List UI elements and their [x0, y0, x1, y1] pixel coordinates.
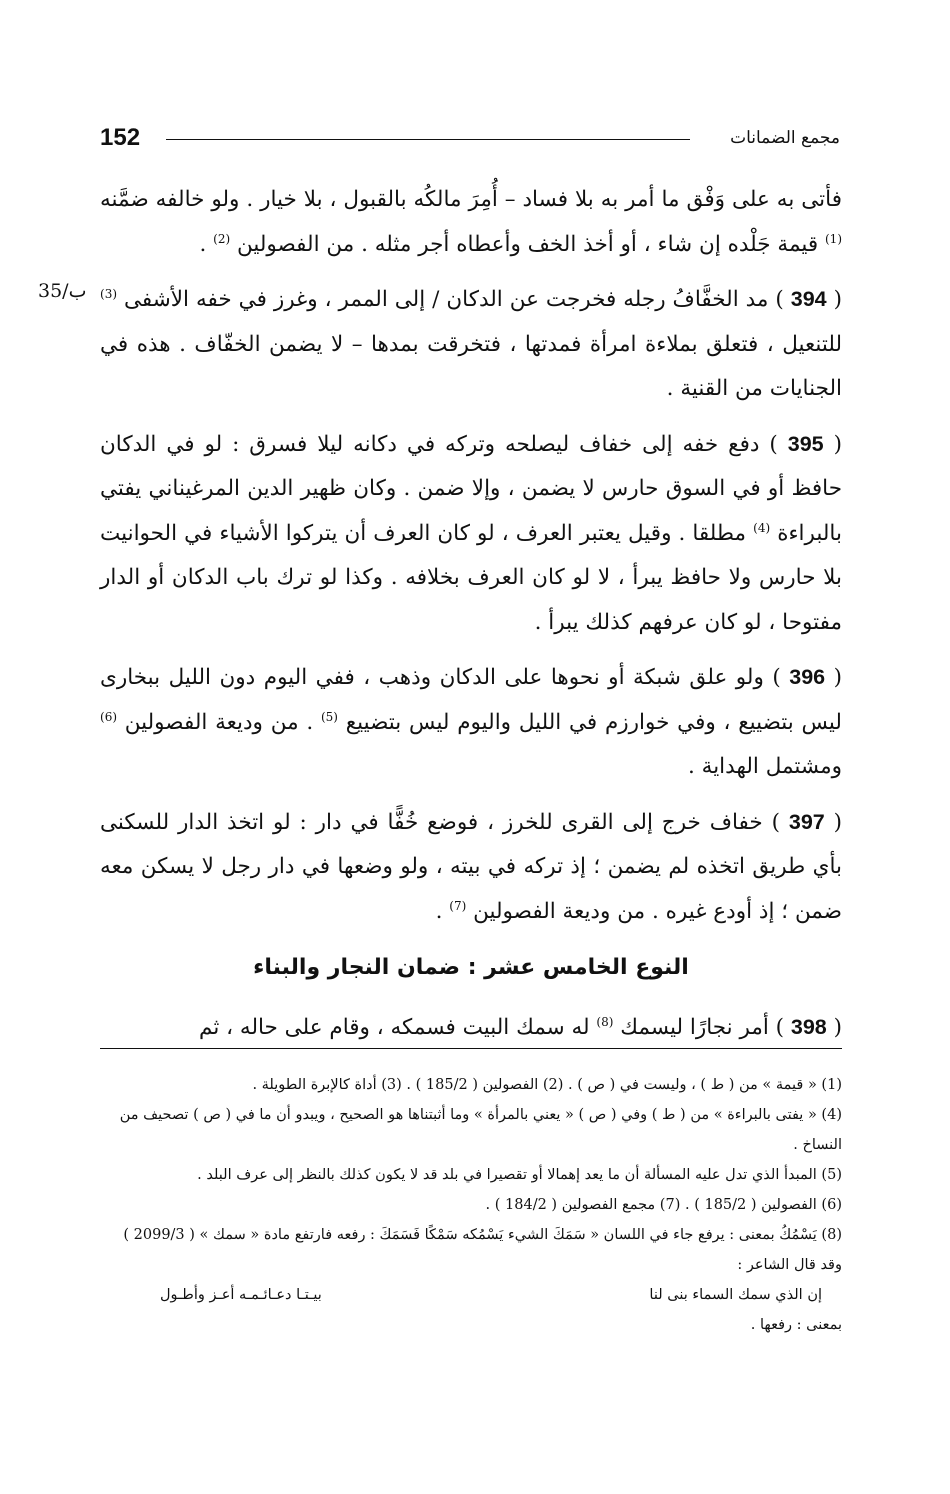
paragraph-continued: فأتى به على وَفْق ما أمر به بلا فساد – أُمِرَ مالكُه بالقبول ، بلا خيار . ولو خالفه ضمَّنه $^{(1)}$ قيمة جَلْده إن شاء ، أو أخذ الخف وأعطاه أجر مثله . من الفصولين $^{(2)}$ . [100, 187, 842, 257]
issue-number: 397 [788, 809, 825, 834]
issue-number: 395 [787, 431, 824, 456]
section-title: النوع الخامس عشر : ضمان النجار والبناء [253, 955, 689, 980]
page-header [100, 124, 840, 158]
footnote-separator [100, 1048, 842, 1049]
footnote-ref: (1) [824, 231, 842, 246]
footnote-ref: (4) [753, 520, 771, 535]
footnote-line: (6) الفصولين ( 185/2 ) . (7) مجمع الفصولين ( 184/2 ) . [485, 1197, 842, 1213]
footnote-ref: (8) [596, 1014, 614, 1029]
header-rule [166, 139, 690, 140]
paragraph-394: ( 394 ) مد الخفَّافُ رجله فخرجت عن الدكان / إلى الممر ، وغرز في خفه الأشفى $^{(3)}$ للتنعيل ، فتعلق بملاءة امرأة فمدتها ، فتخرقت بمدها – لا يضمن الخفّاف . هذه في الجنايات من القنية . [100, 286, 842, 401]
main-text [100, 178, 842, 1060]
verse-second-hemistich: بيـتـا دعـائـمـه أعـز وأطـول [160, 1287, 322, 1303]
footnote-ref: (3) [100, 286, 118, 301]
paragraph-397: ( 397 ) خفاف خرج إلى القرى للخرز ، فوضع خُفًّا في دار : لو اتخذ الدار للسكنى بأي طريق اتخذه لم يضمن ؛ إذ تركه في بيته ، ولو وضعها في دار رجل لا يسكن معه ضمن ؛ إذ أودع غيره . من وديعة الفصولين $^{(7)}$ . [100, 809, 842, 924]
footnote-ref: (5) [320, 709, 338, 724]
book-title: مجمع الضمانات [730, 128, 840, 148]
footnote-line: (8) يَسْمُكُ بمعنى : يرفع جاء في اللسان « سَمَكَ الشيء يَسْمُكه سَمْكًا فَسَمَكَ : رفعه فارتفع مادة « سمك » ( 2099/3 ) وقد قال الشاعر : [123, 1227, 842, 1273]
footnotes [100, 1070, 842, 1340]
issue-number: 394 [790, 287, 827, 311]
footnote-line: (5) المبدأ الذي تدل عليه المسألة أن ما يعد إهمالا أو تقصيرا في بلد قد لا يكون كذلك بالنظر إلى عرف البلد . [197, 1167, 842, 1183]
footnote-ref: (6) [100, 709, 118, 724]
manuscript-folio-note: 35/ب [38, 280, 87, 302]
footnote-line: بمعنى : رفعها . [750, 1317, 842, 1333]
paragraph-395: ( 395 ) دفع خفه إلى خفاف ليصلحه وتركه في دكانه ليلا فسرق : لو في الدكان حافظ أو في السوق حارس لا يضمن ، وإلا ضمن . وكان ظهير الدين المرغيناني يفتي بالبراءة $^{(4)}$ مطلقا . وقيل يعتبر العرف ، لو كان العرف أن يتركوا الأشياء في الحوانيت بلا حارس ولا حافظ يبرأ ، لا لو كان العرف بخلافه . وكذا لو ترك باب الدكان أو الدار مفتوحا ، لو كان عرفهم كذلك يبرأ . [100, 431, 842, 635]
issue-number: 396 [789, 665, 826, 689]
page-number: 152 [100, 124, 141, 151]
verse-first-hemistich: إن الذي سمك السماء بنى لنا [649, 1287, 822, 1303]
issue-number: 398 [790, 1014, 827, 1039]
footnote-ref: (2) [213, 231, 231, 246]
paragraph-396: ( 396 ) ولو علق شبكة أو نحوها على الدكان وذهب ، ففي اليوم دون الليل ببخارى ليس بتضييع ، وفي خوارزم في الليل واليوم ليس بتضييع $^{(5)}$ . من وديعة الفصولين $^{(6)}$ ومشتمل الهداية . [100, 665, 843, 779]
poetry-verse [100, 1280, 842, 1310]
footnote-line: (1) « قيمة » من ( ط ) ، وليست في ( ص ) . (2) الفصولين ( 185/2 ) . (3) أداة كالإبرة الطويلة . [252, 1077, 842, 1093]
footnote-ref: (7) [449, 898, 467, 913]
footnote-line: (4) « يفتى بالبراءة » من ( ط ) وفي ( ص ) « يعني بالمرأة » وما أثبتناها هو الصحيح ، ويبدو أن ما في ( ص ) تصحيف من النساخ . [119, 1107, 842, 1153]
paragraph-398: ( 398 ) أمر نجارًا ليسمك $^{(8)}$ له سمك البيت فسمكه ، وقام على حاله ، ثم [199, 1014, 842, 1040]
